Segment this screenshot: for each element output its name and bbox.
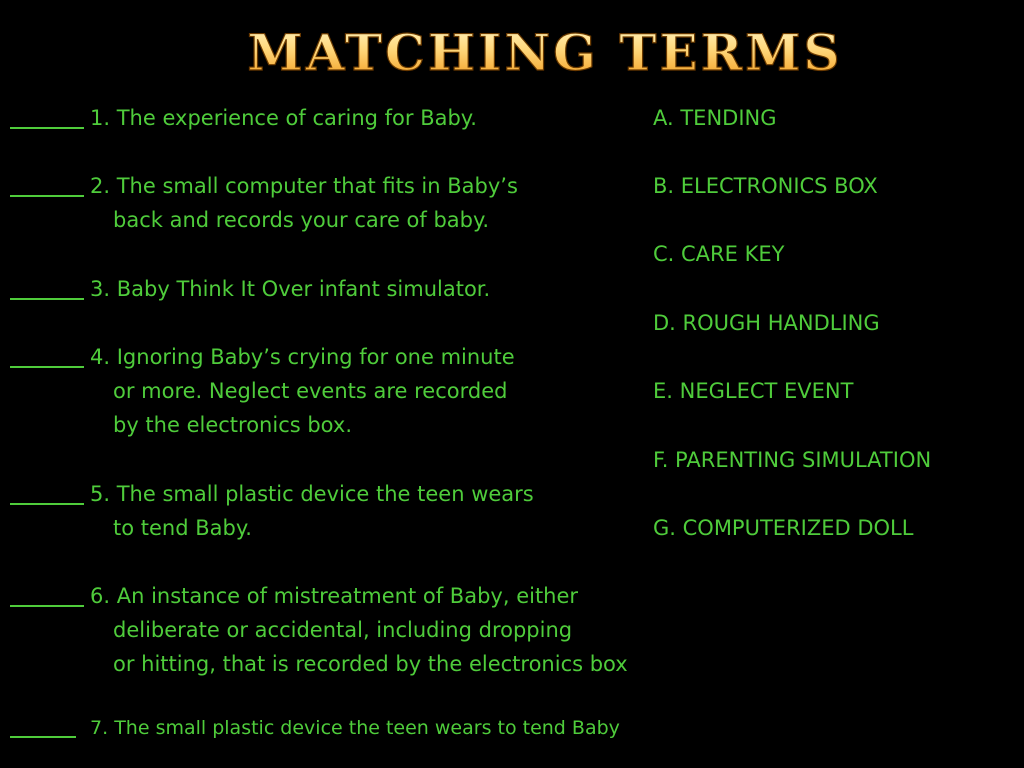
- question-text: The small plastic device the teen wears to tend Baby: [114, 717, 620, 739]
- question-number: 5.: [90, 482, 111, 506]
- question-1: [10, 104, 477, 132]
- question-number: 1.: [90, 106, 111, 130]
- question-4-continuation: or more. Neglect events are recorded: [113, 379, 508, 403]
- answer-blank-5[interactable]: [10, 503, 84, 505]
- question-4-continuation: by the electronics box.: [113, 413, 352, 437]
- question-text: An instance of mistreatment of Baby, either: [116, 584, 579, 608]
- question-text: The experience of caring for Baby.: [116, 106, 477, 130]
- question-number: 7.: [90, 717, 109, 739]
- question-number: 2.: [90, 174, 111, 198]
- answer-option-d: D. ROUGH HANDLING: [653, 311, 880, 335]
- answer-option-c: C. CARE KEY: [653, 242, 785, 266]
- answer-blank-1[interactable]: [10, 127, 84, 129]
- question-3: [10, 275, 490, 303]
- answer-blank-4[interactable]: [10, 366, 84, 368]
- question-text: The small computer that fits in Baby’s: [116, 174, 518, 198]
- question-5: [10, 480, 534, 508]
- question-number: 4.: [90, 345, 111, 369]
- answer-blank-2[interactable]: [10, 195, 84, 197]
- question-number: 3.: [90, 277, 111, 301]
- question-text: Baby Think It Over infant simulator.: [116, 277, 491, 301]
- answer-option-f: F. PARENTING SIMULATION: [653, 448, 932, 472]
- page-title: MATCHING TERMS: [247, 23, 843, 82]
- question-7: [10, 714, 620, 742]
- question-2: [10, 172, 518, 200]
- answer-blank-6[interactable]: [10, 605, 84, 607]
- question-6-continuation: deliberate or accidental, including dropping: [113, 618, 573, 642]
- question-6-continuation: or hitting, that is recorded by the electronics box: [113, 652, 628, 676]
- answer-option-g: G. COMPUTERIZED DOLL: [653, 516, 914, 540]
- question-number: 6.: [90, 584, 111, 608]
- slide-title-graphic: [0, 0, 1024, 100]
- answer-option-e: E. NEGLECT EVENT: [653, 379, 854, 403]
- answer-blank-7[interactable]: [10, 736, 76, 738]
- answer-blank-3[interactable]: [10, 298, 84, 300]
- answer-option-b: B. ELECTRONICS BOX: [653, 174, 878, 198]
- question-6: [10, 582, 578, 610]
- question-5-continuation: to tend Baby.: [113, 516, 252, 540]
- question-text: The small plastic device the teen wears: [116, 482, 534, 506]
- question-text: Ignoring Baby’s crying for one minute: [116, 345, 515, 369]
- question-2-continuation: back and records your care of baby.: [113, 208, 490, 232]
- question-4: [10, 343, 515, 371]
- answer-option-a: A. TENDING: [653, 106, 777, 130]
